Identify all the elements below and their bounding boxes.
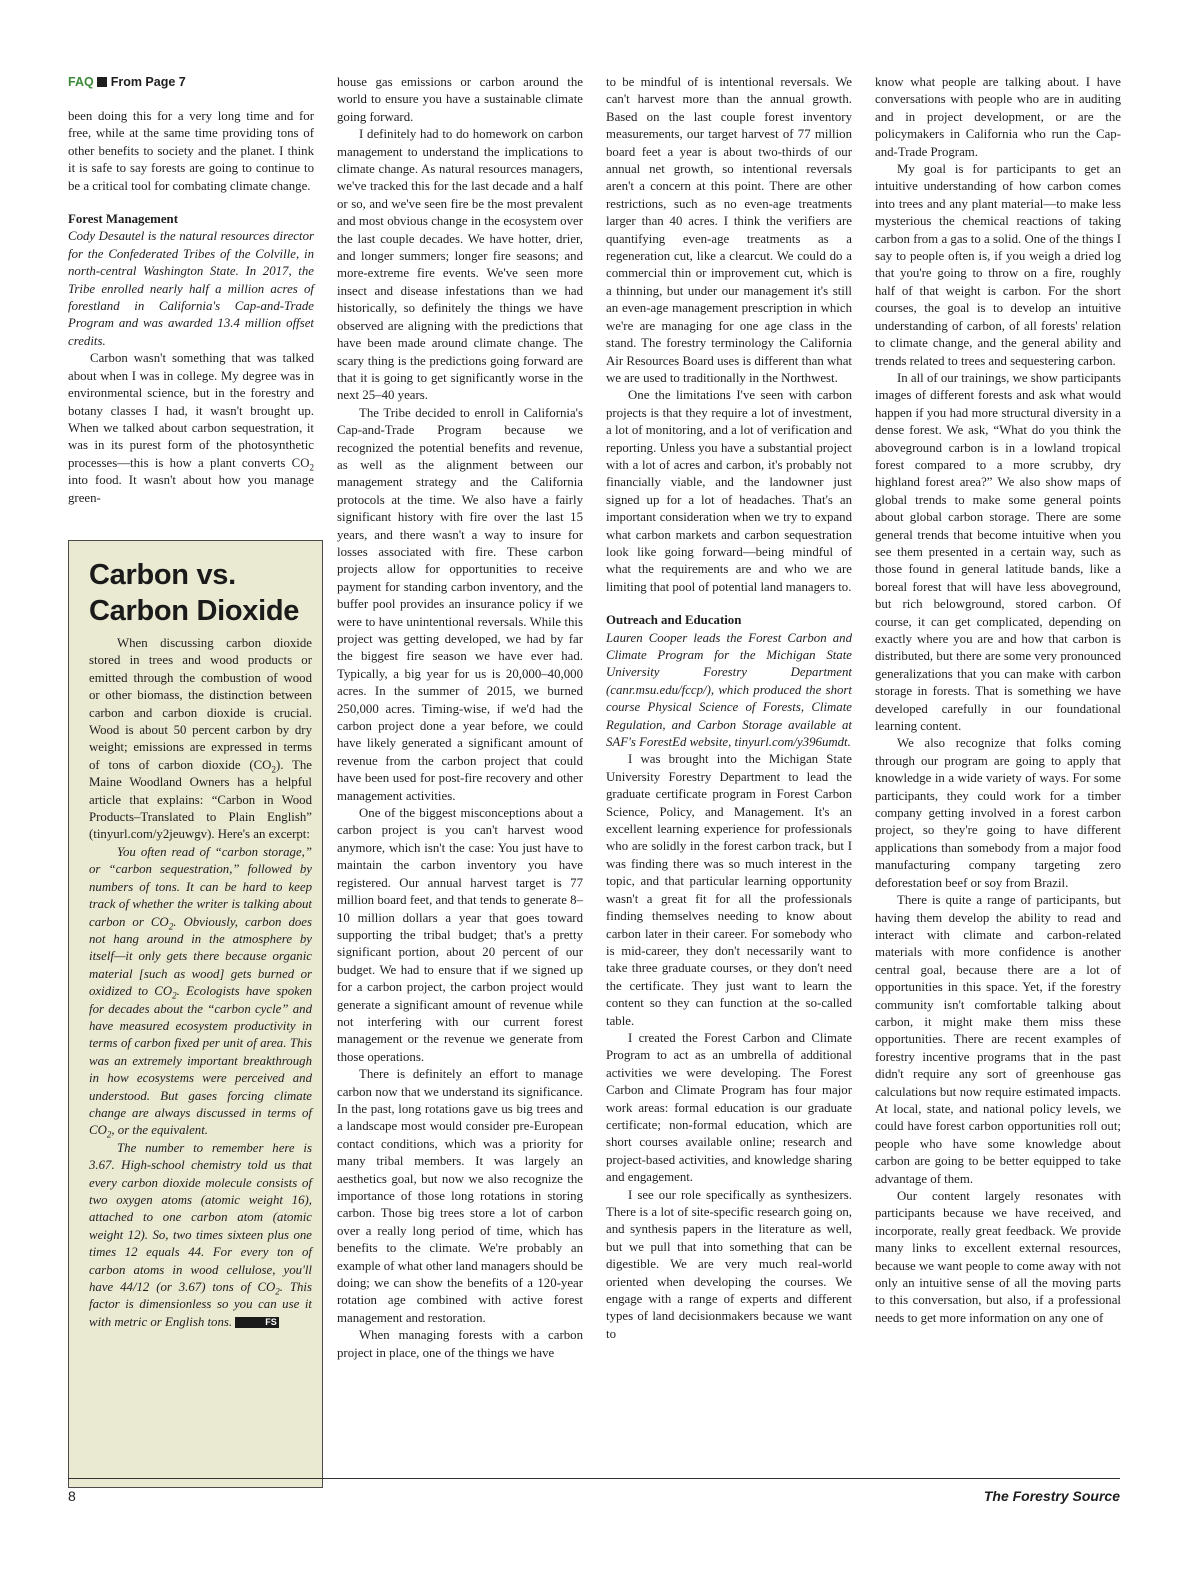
section-heading-outreach-education: Outreach and Education [606,613,742,628]
sidebar-title: Carbon vs. Carbon Dioxide [89,559,300,627]
column-3 [606,74,852,1343]
paragraph: I definitely had to do homework on carbon management to understand the implications to climate change. As natural resources managers, we've tracked this for the last decade and a half or so, and we've seen fire be the most prevalent and most obvious change in the ecosystem over the last couple decades. We have hotter, drier, and longer summers; longer fire seasons; and more-extreme fire events. We've seen more insect and disease infestations than we had historically, so definitely the things we have observed are aligning with the predictions that have been made around climate change. The scary thing is the predictions going forward are that it is going to get significantly worse in the next 25–40 years. [337,127,583,403]
section-lede: Lauren Cooper leads the Forest Carbon and Climate Program for the Michigan State University Forestry Department (canr.msu.edu/fccp/), which produced the short course Physical Science of Forests, Climate Regulation, and Carbon Storage available at SAF's ForestEd website, tinyurl.com/y396umdt. [606,630,852,750]
paragraph: I created the Forest Carbon and Climate Program to act as an umbrella of additional activities we were developing. The Forest Carbon and Climate Program has four major work areas: formal education is our graduate certificate; non-formal education, which are short courses available online; research and project-based activities, and knowledge sharing and engagement. [606,1030,852,1185]
sidebar-carbon-vs-carbon-dioxide [68,540,323,1488]
column-1 [68,74,314,507]
paragraph: When managing forests with a carbon project in place, one of the things we have [337,1328,583,1360]
sidebar-paragraph: When discussing carbon dioxide stored in trees and wood products or emitted through the combustion of wood or other biomass, the distinction between carbon and carbon dioxide is crucial. Wood is about 50 percent carbon by dry weight; emissions are expressed in terms of tons of carbon dioxide $(CO_2)$. The Maine Woodland Owners has a helpful article that explains: “Carbon in Wood Products–Translated to Plain English” (tinyurl.com/y2jeuwgv). Here's an excerpt: [89,636,313,842]
paragraph: to be mindful of is intentional reversals. We can't harvest more than the annual growth. Based on the last couple forest inventory measurements, our target harvest of 77 million board feet a year is about two-thirds of our annual net growth, so intentional reversals aren't a concern at this point. There are other restrictions, such as no even-age treatments larger than 40 acres. I think the verifiers are quantifying even-age treatments as a regeneration cut, like a clearcut. We could do a commercial thin or improvement cut, which is a thinning, but under our management it's still an even-age management prescription in which we're are managing for one age class in the stand. The forestry terminology the California Air Resources Board uses is different than what we are used to traditionally in the Northwest. [606,75,852,385]
paragraph: know what people are talking about. I have conversations with people who are in auditing and in project development, or are the policymakers in California who run the Cap-and-Trade Program. [875,75,1121,159]
page-number: 8 [68,1488,76,1504]
paragraph: There is definitely an effort to manage carbon now that we understand its significance. In the past, long rotations gave us big trees and a landscape most would consider pre-European contact conditions, which was a priority for many tribal members. It was largely an aesthetics goal, but now we also recognize the importance of those long rotations in storing carbon. Those big trees store a lot of carbon over a really long period of time, which has benefits to the climate. We're probably an example of what other land managers should be doing; we can show the benefits of a 120-year rotation age combined with active forest management and restoration. [337,1067,583,1325]
continuation-kicker [68,74,314,91]
paragraph: I was brought into the Michigan State University Forestry Department to lead the graduate certificate program in Forest Carbon Science, Policy, and Management. It's an excellent learning experience for professionals who are solidly in the forest carbon track, but I was finding there was so much interest in the topic, and that particular learning opportunity wasn't a great fit for all the professionals finding themselves needing to know about carbon later in their career. For somebody who is mid-career, they don't necessarily want to take three graduate courses, or they don't need the certificate. They just want to learn the content so they can function at the so-called table. [606,752,852,1028]
paragraph: My goal is for participants to get an intuitive understanding of how carbon comes into trees and any plant material—to make less mysterious the chemical reactions of taking carbon from a gas to a solid. One of the things I say to people often is, if you weigh a dried log that you're going to throw on a fire, roughly half of that weight is carbon. For the short courses, the goal is to develop an intuitive understanding of carbon, of all forests' relation to climate change, and the general ability and trends related to trees and sequestering carbon. [875,162,1121,368]
publication-name: The Forestry Source [983,1488,1120,1504]
sidebar-quote: You often read of “carbon storage,” or “carbon sequestration,” followed by numbers of tons. It can be hard to keep track of whether the writer is talking about carbon or $CO_2$. Obviously, carbon does not hang around in the atmosphere by itself—it only gets there because organic material [such as wood] gets burned or oxidized to $CO_2$. Ecologists have spoken for decades about the “carbon cycle” and have measured ecosystem productivity in terms of carbon fixed per unit of area. This was an extremely important breakthrough in how ecosystems were perceived and understood. But gases forcing climate change are always discussed in terms of $CO_2$, or the equivalent. [89,844,312,1140]
paragraph: I see our role specifically as synthesizers. There is a lot of site-specific research going on, and synthesis papers in the literature as well, but we pull that into something that can be digestible. We are very much real-world oriented when developing the courses. We engage with a range of experts and different types of land decisionmakers because we want to [606,1187,852,1341]
section-heading-forest-management: Forest Management [68,212,178,227]
square-bullet-icon [97,77,107,87]
sidebar-quote: The number to remember here is 3.67. High-school chemistry told us that every carbon dioxide molecule consists of two oxygen atoms (atomic weight 16), attached to one carbon atom (atomic weight 12). So, two times sixteen plus one times 12 equals 44. For every ton of carbon atoms in wood cellulose, you'll have 44/12 (or 3.67) tons of $CO_2$. This factor is dimensionless so you can use it with metric or English tons. FS [89,1140,312,1329]
paragraph: One of the biggest misconceptions about a carbon project is you can't harvest wood anymore, which isn't the case: You just have to maintain the carbon inventory you have registered. Our annual harvest target is 77 million board feet, and that tends to generate 8–10 million dollars a year that goes toward supporting the tribal budget; that's a pretty significant portion, about 20 percent of our budget. We had to ensure that if we signed up for a carbon project, the carbon project would generate a significant amount of revenue while not interfering with our current forest management or the revenue we generate from those operations. [337,806,583,1064]
paragraph: Our content largely resonates with participants because we have received, and incorporate, really great feedback. We provide many links to excellent external resources, because we want people to come away with not only an intuitive sense of all the moving parts to this conversation, but also, if a professional needs to get more information on any one of [875,1189,1121,1325]
paragraph: One the limitations I've seen with carbon projects is that they require a lot of investment, a lot of monitoring, and a lot of verification and reporting. Unless you have a substantial project with a lot of acres and carbon, it's probably not financially viable, and the landowner just signed up for a lot of headaches. That's an important consideration when we try to expand what carbon markets and carbon sequestration look like going forward—being mindful of what the requirements are and who we are limiting that pool of potential land managers to. [606,388,852,594]
section-lede: Cody Desautel is the natural resources director for the Confederated Tribes of the Colville, in north-central Washington State. In 2017, the Tribe enrolled nearly half a million acres of forestland in California's Cap-and-Trade Program and was awarded 13.4 million offset credits. [68,229,314,348]
paragraph: The Tribe decided to enroll in California's Cap-and-Trade Program because we recognized the potential benefits and revenue, as well as the alignment between our management strategy and the California protocols at the time. We also have a fairly significant history with fire over the last 15 years, and there wasn't a way to insure for losses associated with fire. These carbon projects allow for opportunities to receive payment for standing carbon inventory, and the buffer pool provides an insurance policy if we were to have unintentional reversals. While this project was getting developed, we had by far the biggest fire season we have ever had. Typically, a big year for us is 20,000–40,000 acres. In the summer of 2015, we burned 250,000 acres. Timing-wise, if we'd had the carbon project done a year before, we could have likely generated a significant amount of revenue from the carbon project that could have been used for post-fire recovery and other management activities. [337,405,583,803]
footer-rule [68,1478,1120,1479]
from-page-label: From Page 7 [110,75,186,89]
paragraph: been doing this for a very long time and for free, while at the same time providing tons of other benefits to society and the planet. I think it is safe to say forests are going to continue to be a critical tool for combating climate change. [68,109,314,193]
column-2 [337,74,583,1362]
paragraph: house gas emissions or carbon around the world to ensure you have a sustainable climate going forward. [337,75,583,124]
column-4 [875,74,1121,1327]
paragraph: There is quite a range of participants, but having them develop the ability to read and interact with climate and carbon-related materials with more confidence is another central goal, because there are a lot of opportunities in this space. Yet, if the forestry community isn't comfortable talking about carbon, it might make them miss these opportunities. There are recent examples of forestry incentive programs that in the past didn't require any sort of greenhouse gas calculations but now require estimated impacts. At local, state, and national policy levels, we could have forest carbon opportunities roll out; people who have some knowledge about carbon are going to be better equipped to take advantage of them. [875,893,1121,1186]
fs-end-mark-icon: FS [235,1317,279,1328]
paragraph: Carbon wasn't something that was talked about when I was in college. My degree was in environmental science, but in the forestry and botany classes I had, it wasn't brought up. When we talked about carbon sequestration, it was in its purest form of the photosynthetic processes—this is how a plant converts $CO_2$ into food. It wasn't about how you manage green- [68,351,314,505]
paragraph: In all of our trainings, we show participants images of different forests and ask what would happen if you had more structural diversity in a dense forest. We ask, “What do you think the aboveground carbon is in a lowland tropical forest compared to a more scrubby, dry highland forest area?” We also show maps of global trends to make some general points about global carbon storage. There are some general trends that become intuitive when you see them presented in a certain way, such as those found in general latitude bands, like a boreal forest that will have less aboveground, but rich belowground, stored carbon. Of course, it can get complicated, depending on exactly where you are and how that carbon is distributed, but there are some very pronounced generalizations that you can make with carbon storage in forests. That is something we have developed carefully in our foundational learning content. [875,370,1122,734]
paragraph: We also recognize that folks coming through our program are going to apply that knowledge in a wide variety of ways. For some participants, they could work for a timber company getting involved in a forest carbon project, so they're going to have different applications than somebody from a major food manufacturing company targeting zero deforestation beef or soy from Brazil. [875,736,1121,890]
faq-label: FAQ [68,75,94,89]
